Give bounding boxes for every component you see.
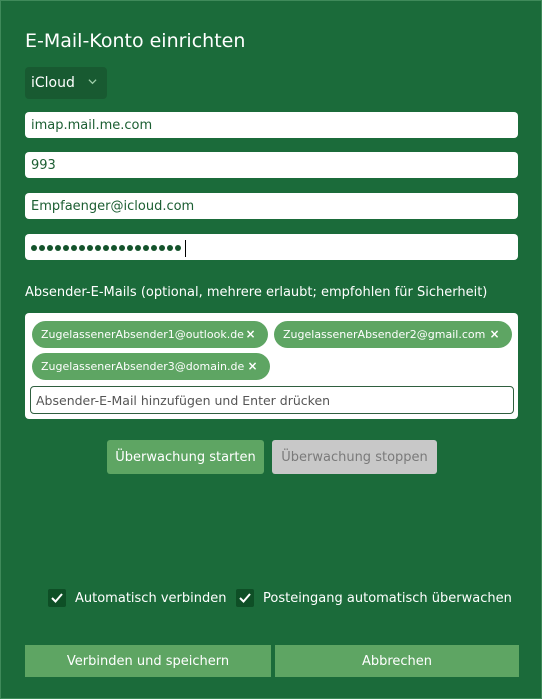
email-field[interactable] [25,193,518,219]
connect-save-button[interactable]: Verbinden und speichern [25,645,271,677]
password-dot [87,245,93,251]
auto-connect-label: Automatisch verbinden [75,590,227,606]
password-dot [31,245,37,251]
remove-chip-icon[interactable]: × [247,359,258,373]
server-field[interactable] [25,112,518,138]
start-monitoring-button[interactable]: Überwachung starten [107,440,264,474]
sender-chip-text: ZugelassenerAbsender3@domain.de [41,360,245,373]
auto-watch-option[interactable] [236,589,512,607]
port-field[interactable] [25,152,518,178]
password-dot [95,245,101,251]
senders-label: Absender-E-Mails (optional, mehrere erlaubt; empfohlen für Sicherheit) [25,285,488,300]
checkmark-icon [50,591,64,605]
password-dot [103,245,109,251]
remove-chip-icon[interactable]: × [245,327,256,341]
auto-connect-option[interactable] [48,589,226,607]
auto-connect-checkbox[interactable] [48,589,66,607]
password-dot [151,245,157,251]
sender-chip-text: ZugelassenerAbsender1@outlook.de [41,328,244,341]
password-dot [111,245,117,251]
auto-watch-checkbox[interactable] [236,589,254,607]
password-dot [119,245,125,251]
dialog-title: E-Mail-Konto einrichten [25,30,246,52]
password-mask [31,239,186,257]
password-dot [167,245,173,251]
provider-select-value: iCloud [31,75,75,91]
password-dot [135,245,141,251]
password-dot [175,245,181,251]
text-caret [185,240,186,257]
chevron-down-icon [88,77,97,86]
auto-watch-label: Posteingang automatisch überwachen [263,590,512,606]
sender-chip [274,321,512,348]
password-dot [79,245,85,251]
provider-select[interactable] [25,67,107,99]
password-dot [39,245,45,251]
password-dot [47,245,53,251]
remove-chip-icon[interactable]: × [489,327,500,341]
password-dot [127,245,133,251]
password-dot [159,245,165,251]
sender-chip-text: ZugelassenerAbsender2@gmail.com [283,328,486,341]
sender-input[interactable] [30,386,514,414]
password-dot [143,245,149,251]
stop-monitoring-button[interactable]: Überwachung stoppen [272,440,437,474]
password-dot [55,245,61,251]
password-dot [71,245,77,251]
checkmark-icon [238,591,252,605]
sender-tag-box[interactable] [25,313,518,419]
sender-chip [32,321,268,348]
password-dot [63,245,69,251]
cancel-button[interactable]: Abbrechen [275,645,519,677]
sender-chip [32,353,270,380]
